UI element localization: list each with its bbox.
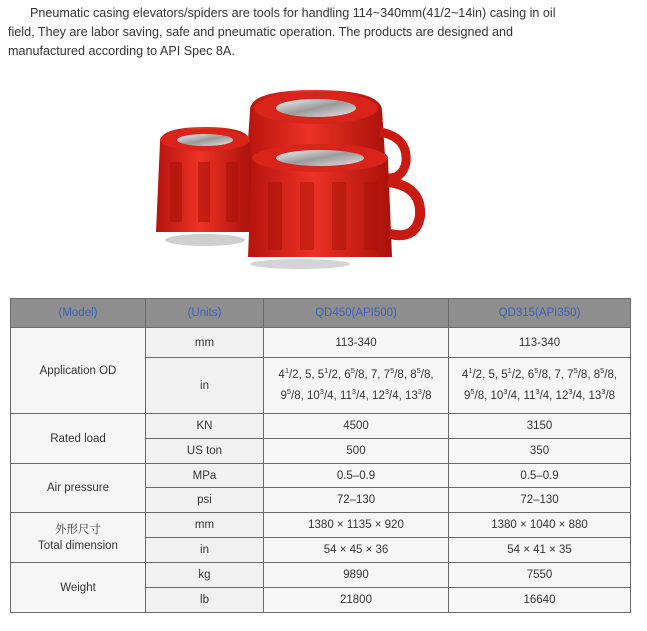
dimension-label-cn: 外形尺寸 [55, 523, 101, 536]
unit-cell: KN [146, 414, 264, 439]
value-cell: 9890 [264, 563, 449, 588]
unit-cell: lb [146, 588, 264, 613]
od-in-sizes-qd450: $4^1/2$, 5, $5^1/2$, $6^5/8$, 7, $7^5/8$, $8^5/8$, $9^5/8$, $10^3/4$, $11^3/4$, $12^3/4$, $13^3/8$ [264, 358, 449, 414]
value-cell: 113-340 [449, 328, 631, 358]
value-cell: 54 × 41 × 35 [449, 538, 631, 563]
value-cell: 0.5–0.9 [449, 464, 631, 488]
group-application-od: Application OD [11, 328, 146, 414]
value-cell: 16640 [449, 588, 631, 613]
unit-cell: mm [146, 513, 264, 538]
value-cell: 21800 [264, 588, 449, 613]
elevator-front [248, 144, 420, 269]
table-row [11, 464, 631, 488]
od-in-sizes-qd315: $4^1/2$, 5, $5^1/2$, $6^5/8$, 7, $7^5/8$, $8^5/8$, $9^5/8$, $10^3/4$, $11^3/4$, $12^3/4$, $13^3/8$ [449, 358, 631, 414]
unit-cell: kg [146, 563, 264, 588]
spider-left [156, 127, 254, 246]
header-qd450: QD450(API500) [264, 299, 449, 328]
value-cell: 54 × 45 × 36 [264, 538, 449, 563]
value-cell: 500 [264, 439, 449, 464]
value-cell: 7550 [449, 563, 631, 588]
unit-cell: in [146, 538, 264, 563]
group-weight: Weight [11, 563, 146, 613]
header-model: (Model) [11, 299, 146, 328]
unit-cell: psi [146, 488, 264, 513]
value-cell: 113-340 [264, 328, 449, 358]
value-cell: 72–130 [449, 488, 631, 513]
intro-paragraph: Pneumatic casing elevators/spiders are tools for handling 114~340mm(41/2~14in) casing in oil field, They are labor saving, safe and pneumatic operation. The products are designed and manufactured according to API Spec 8A. [8, 6, 556, 58]
table-row [11, 414, 631, 439]
group-total-dimension [11, 513, 146, 563]
value-cell: 350 [449, 439, 631, 464]
unit-cell: mm [146, 328, 264, 358]
table-row [11, 563, 631, 588]
value-cell: 1380 × 1040 × 880 [449, 513, 631, 538]
value-cell: 72–130 [264, 488, 449, 513]
dimension-label-en: Total dimension [38, 539, 118, 552]
table-row [11, 513, 631, 538]
table-row [11, 328, 631, 358]
value-cell: 4500 [264, 414, 449, 439]
product-photo [140, 82, 440, 270]
unit-cell: MPa [146, 464, 264, 488]
header-qd315: QD315(API350) [449, 299, 631, 328]
table-header-row [11, 299, 631, 328]
unit-cell: US ton [146, 439, 264, 464]
group-air-pressure: Air pressure [11, 464, 146, 513]
header-units: (Units) [146, 299, 264, 328]
value-cell: 0.5–0.9 [264, 464, 449, 488]
value-cell: 1380 × 1135 × 920 [264, 513, 449, 538]
value-cell: 3150 [449, 414, 631, 439]
unit-cell: in [146, 358, 264, 414]
spec-table [10, 298, 631, 613]
group-rated-load: Rated load [11, 414, 146, 464]
